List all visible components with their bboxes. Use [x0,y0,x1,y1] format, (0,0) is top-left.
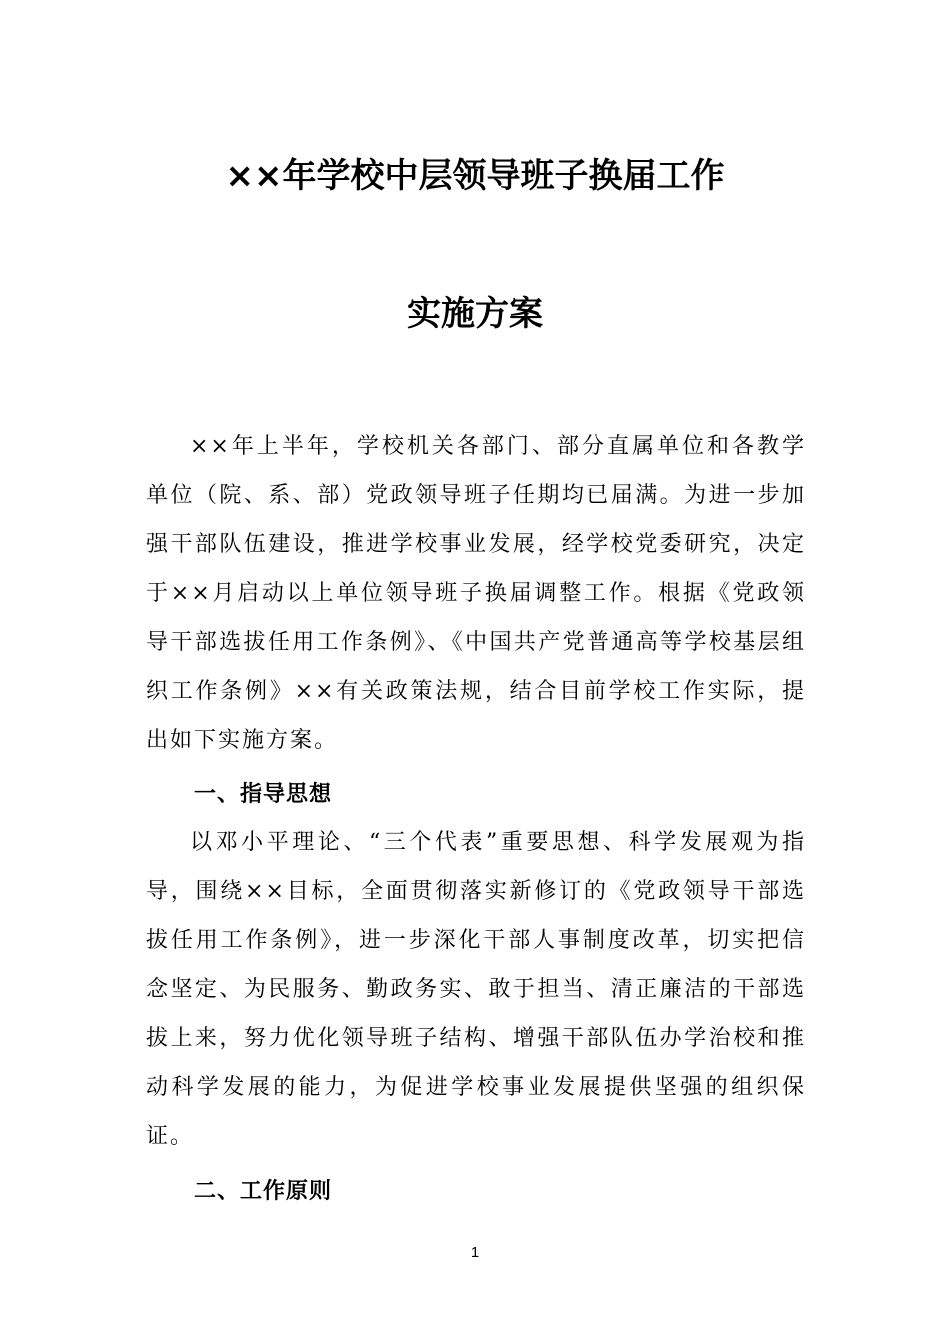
document-title-line-1: ××年学校中层领导班子换届工作 [225,156,725,196]
page-number: 1 [470,1244,480,1261]
section-heading-work-principles: 二、工作原则 [194,1179,333,1204]
section-heading-guiding-ideology: 一、指导思想 [194,782,333,807]
guiding-ideology-paragraph: 以邓小平理论、“三个代表”重要思想、科学发展观为指导，围绕××目标，全面贯彻落实新修订的《党政领导干部选拔任用工作条例》，进一步深化干部人事制度改革，切实把信念坚定、为民服务、勤政务实、敢于担当、清正廉洁的干部选拔上来，努力优化领导班子结构、增强干部队伍办学治校和推动科学发展的能力，为促进学校事业发展提供坚强的组织保证。 [146,830,806,1149]
intro-paragraph: ××年上半年，学校机关各部门、部分直属单位和各教学单位（院、系、部）党政领导班子任期均已届满。为进一步加强干部队伍建设，推进学校事业发展，经学校党委研究，决定于××月启动以上单位领导班子换届调整工作。根据《党政领导干部选拔任用工作条例》、《中国共产党普通高等学校基层组织工作条例》××有关政策法规，结合目前学校工作实际，提出如下实施方案。 [146,434,806,753]
document-title-line-2: 实施方案 [407,294,543,334]
